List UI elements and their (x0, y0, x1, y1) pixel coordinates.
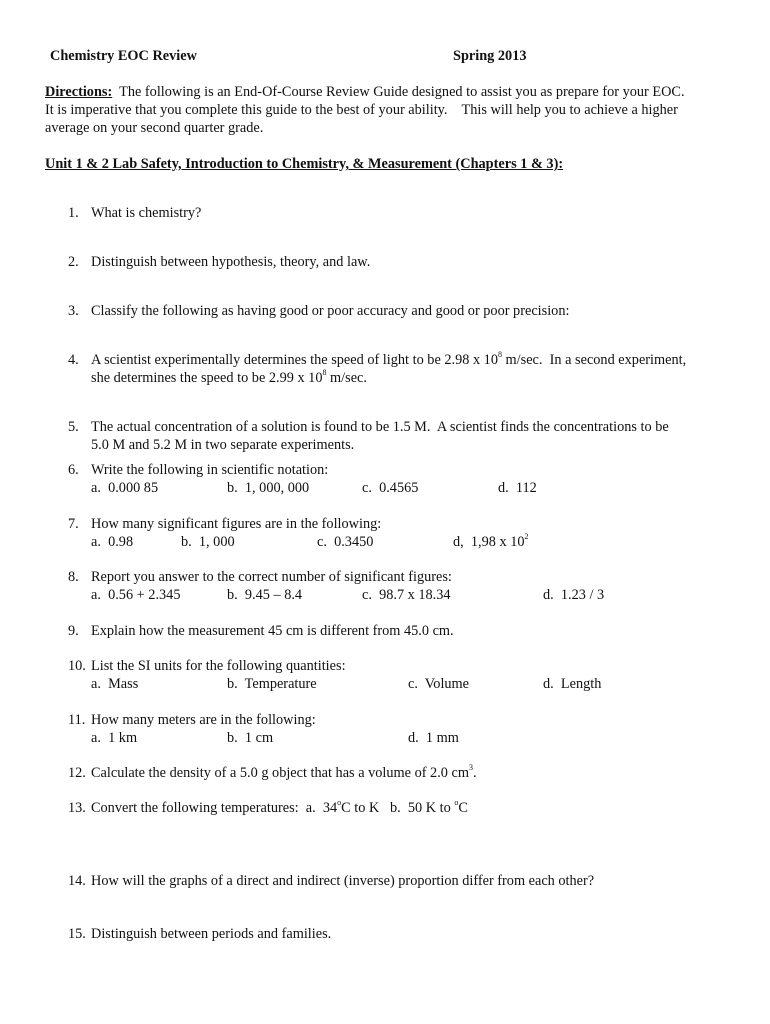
option-d: d. 112 (498, 480, 537, 496)
question-text: Explain how the measurement 45 cm is different from 45.0 cm. (91, 623, 454, 639)
question-text-line-1 (91, 351, 686, 369)
degree-superscript: o (454, 798, 459, 808)
question-text: How many meters are in the following: (91, 712, 316, 728)
directions-line-3: average on your second quarter grade. (45, 120, 264, 136)
text-part: m/sec. In a second experiment, (501, 352, 687, 368)
option-c: c. 98.7 x 18.34 (362, 587, 451, 603)
question-text: List the SI units for the following quantities: (91, 658, 346, 674)
option-b: b. 1 cm (227, 730, 274, 746)
option-d: d. Length (543, 676, 602, 692)
question-text: How will the graphs of a direct and indirect (inverse) proportion differ from each other? (91, 873, 595, 889)
question-number: 8. (68, 569, 79, 585)
question-number: 2. (68, 254, 79, 270)
question-number: 6. (68, 462, 79, 478)
question-number: 15. (68, 926, 86, 942)
superscript: 3 (468, 763, 473, 773)
question-text (91, 764, 477, 782)
question-text: Write the following in scientific notation: (91, 462, 329, 478)
question-number: 12. (68, 765, 86, 781)
question-text: How many significant figures are in the following: (91, 516, 382, 532)
option-a: a. 0.98 (91, 534, 134, 550)
question-text: Distinguish between periods and families. (91, 926, 332, 942)
option-b: b. Temperature (227, 676, 317, 692)
question-number: 1. (68, 205, 79, 221)
option-b: b. 1, 000, 000 (227, 480, 310, 496)
text-part: . (472, 765, 477, 781)
question-number: 11. (68, 712, 86, 728)
question-text: Classify the following as having good or poor accuracy and good or poor precision: (91, 303, 570, 319)
option-d: d. 1.23 / 3 (543, 587, 605, 603)
question-number: 14. (68, 873, 86, 889)
option-a: a. 1 km (91, 730, 138, 746)
question-number: 9. (68, 623, 79, 639)
option-d: d. 1 mm (408, 730, 459, 746)
text-part: d, 1,98 x 10 (453, 534, 525, 550)
option-c: c. 0.3450 (317, 534, 374, 550)
text-part: C (458, 800, 468, 816)
question-text-line-2: 5.0 M and 5.2 M in two separate experiments. (91, 437, 355, 453)
course-title: Chemistry EOC Review (50, 48, 197, 64)
question-text-line-1: The actual concentration of a solution is found to be 1.5 M. A scientist finds the concentrations to be (91, 419, 669, 435)
option-c: c. 0.4565 (362, 480, 419, 496)
option-a: a. 0.000 85 (91, 480, 159, 496)
option-a: a. 0.56 + 2.345 (91, 587, 181, 603)
option-b: b. 9.45 – 8.4 (227, 587, 303, 603)
directions-line-1 (45, 83, 685, 101)
text-part: Convert the following temperatures: a. 34 (91, 800, 338, 816)
question-text (91, 799, 468, 817)
degree-superscript: o (337, 798, 342, 808)
term-label: Spring 2013 (453, 48, 527, 64)
text-part: A scientist experimentally determines the speed of light to be 2.98 x 10 (91, 352, 498, 368)
question-number: 10. (68, 658, 86, 674)
question-number: 3. (68, 303, 79, 319)
directions-line-2: It is imperative that you complete this guide to the best of your ability. This will help you to achieve a higher (45, 102, 678, 118)
text-part: C to K b. 50 K to (341, 800, 455, 816)
option-b: b. 1, 000 (181, 534, 235, 550)
text-part: she determines the speed to be 2.99 x 10 (91, 370, 323, 386)
question-text: Report you answer to the correct number of significant figures: (91, 569, 452, 585)
text-part: m/sec. (326, 370, 367, 386)
unit-heading: Unit 1 & 2 Lab Safety, Introduction to Chemistry, & Measurement (Chapters 1 & 3): (45, 156, 564, 172)
question-text: What is chemistry? (91, 205, 202, 221)
question-number: 5. (68, 419, 79, 435)
text-part: Calculate the density of a 5.0 g object that has a volume of 2.0 cm (91, 765, 469, 781)
superscript: 2 (524, 532, 529, 542)
question-number: 7. (68, 516, 79, 532)
question-number: 13. (68, 800, 86, 816)
directions-text-1: The following is an End-Of-Course Review Guide designed to assist you as prepare for your EOC. (119, 84, 685, 100)
option-c: c. Volume (408, 676, 470, 692)
superscript: 8 (322, 368, 327, 378)
question-number: 4. (68, 352, 79, 368)
option-a: a. Mass (91, 676, 139, 692)
question-text: Distinguish between hypothesis, theory, and law. (91, 254, 371, 270)
option-d (453, 533, 528, 551)
question-text-line-2 (91, 369, 367, 387)
directions-label: Directions: (45, 84, 113, 100)
superscript: 8 (497, 350, 502, 360)
